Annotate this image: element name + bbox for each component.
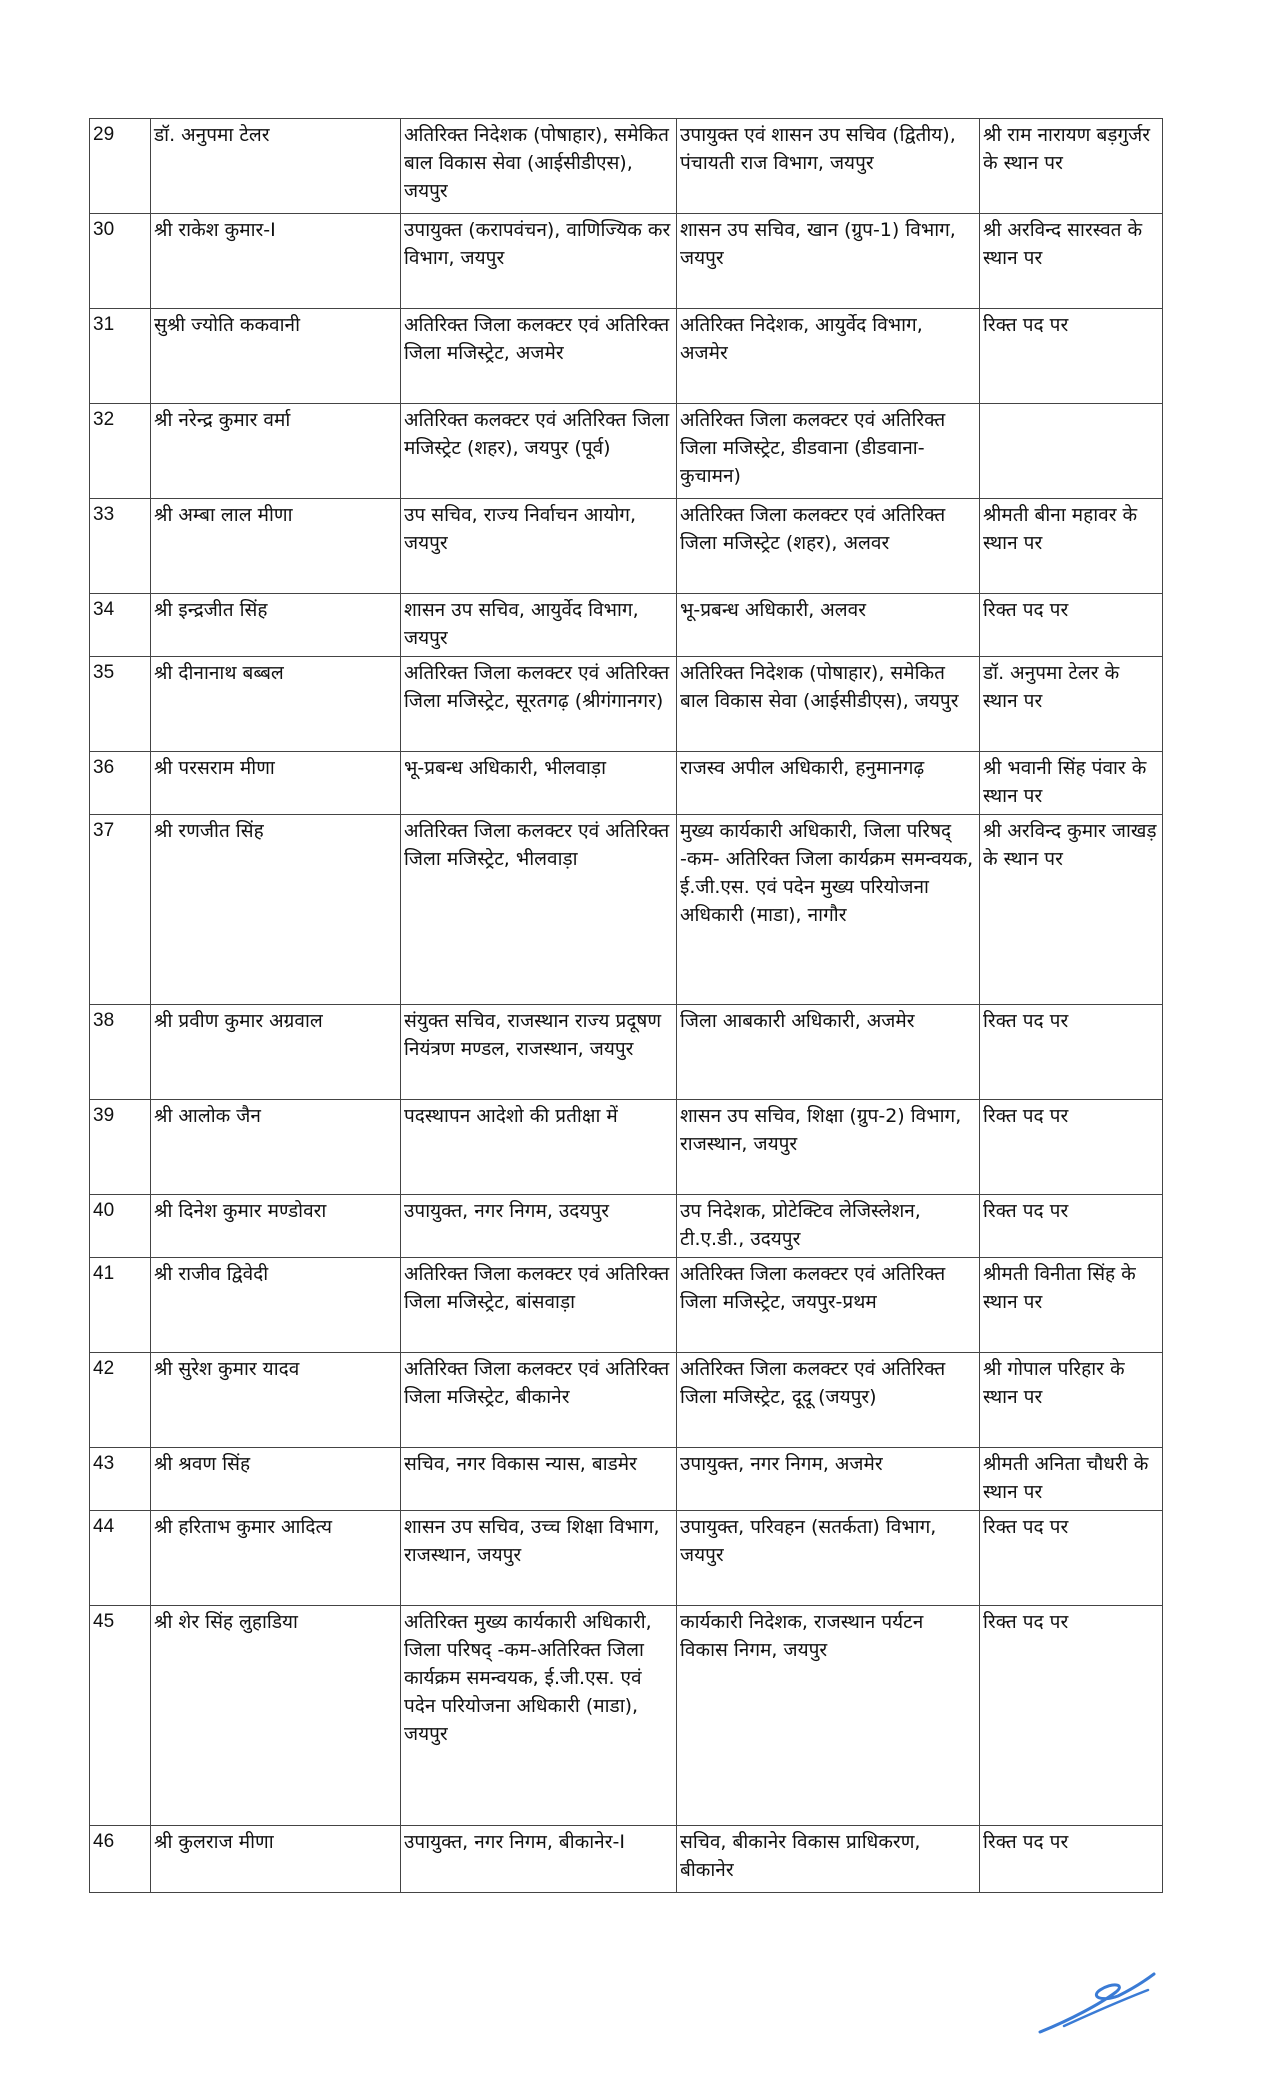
officer-name-cell: श्री दीनानाथ बब्बल [151,657,401,752]
new-posting-cell: उप निदेशक, प्रोटेक्टिव लेजिस्लेशन, टी.ए.डी., उदयपुर [677,1195,980,1258]
transfer-table-body [90,119,1163,1893]
officer-name-cell: श्री कुलराज मीणा [151,1826,401,1893]
serial-number-cell: 33 [90,499,151,594]
present-posting-cell: अतिरिक्त जिला कलक्टर एवं अतिरिक्त जिला मजिस्ट्रेट, बांसवाड़ा [401,1258,677,1353]
new-posting-cell: जिला आबकारी अधिकारी, अजमेर [677,1005,980,1100]
serial-number-cell: 41 [90,1258,151,1353]
serial-number-cell: 42 [90,1353,151,1448]
present-posting-cell: उपायुक्त, नगर निगम, उदयपुर [401,1195,677,1258]
serial-number-cell: 34 [90,594,151,657]
in-place-of-cell: श्री गोपाल परिहार के स्थान पर [980,1353,1163,1448]
new-posting-cell: कार्यकारी निदेशक, राजस्थान पर्यटन विकास निगम, जयपुर [677,1606,980,1826]
new-posting-cell: उपायुक्त, नगर निगम, अजमेर [677,1448,980,1511]
officer-name-cell: श्री नरेन्द्र कुमार वर्मा [151,404,401,499]
table-row [90,1353,1163,1448]
serial-number-cell: 39 [90,1100,151,1195]
table-row [90,309,1163,404]
table-row [90,1606,1163,1826]
new-posting-cell: शासन उप सचिव, शिक्षा (ग्रुप-2) विभाग, राजस्थान, जयपुर [677,1100,980,1195]
in-place-of-cell: डॉ. अनुपमा टेलर के स्थान पर [980,657,1163,752]
table-row [90,752,1163,815]
present-posting-cell: अतिरिक्त जिला कलक्टर एवं अतिरिक्त जिला मजिस्ट्रेट, सूरतगढ़ (श्रीगंगानगर) [401,657,677,752]
present-posting-cell: उप सचिव, राज्य निर्वाचन आयोग, जयपुर [401,499,677,594]
serial-number-cell: 44 [90,1511,151,1606]
in-place-of-cell [980,404,1163,499]
in-place-of-cell: रिक्त पद पर [980,1511,1163,1606]
table-row [90,815,1163,1005]
new-posting-cell: अतिरिक्त जिला कलक्टर एवं अतिरिक्त जिला मजिस्ट्रेट, डीडवाना (डीडवाना-कुचामन) [677,404,980,499]
serial-number-cell: 43 [90,1448,151,1511]
officer-name-cell: श्री राकेश कुमार-I [151,214,401,309]
in-place-of-cell: रिक्त पद पर [980,1195,1163,1258]
present-posting-cell: अतिरिक्त निदेशक (पोषाहार), समेकित बाल विकास सेवा (आईसीडीएस), जयपुर [401,119,677,214]
present-posting-cell: शासन उप सचिव, उच्च शिक्षा विभाग, राजस्थान, जयपुर [401,1511,677,1606]
in-place-of-cell: श्री भवानी सिंह पंवार के स्थान पर [980,752,1163,815]
new-posting-cell: अतिरिक्त जिला कलक्टर एवं अतिरिक्त जिला मजिस्ट्रेट (शहर), अलवर [677,499,980,594]
officer-name-cell: श्री राजीव द्विवेदी [151,1258,401,1353]
in-place-of-cell: श्री अरविन्द कुमार जाखड़ के स्थान पर [980,815,1163,1005]
new-posting-cell: राजस्व अपील अधिकारी, हनुमानगढ़ [677,752,980,815]
present-posting-cell: उपायुक्त (करापवंचन), वाणिज्यिक कर विभाग, जयपुर [401,214,677,309]
serial-number-cell: 32 [90,404,151,499]
in-place-of-cell: रिक्त पद पर [980,1100,1163,1195]
table-row [90,1195,1163,1258]
in-place-of-cell: श्री अरविन्द सारस्वत के स्थान पर [980,214,1163,309]
new-posting-cell: अतिरिक्त जिला कलक्टर एवं अतिरिक्त जिला मजिस्ट्रेट, दूदू (जयपुर) [677,1353,980,1448]
in-place-of-cell: रिक्त पद पर [980,1826,1163,1893]
in-place-of-cell: रिक्त पद पर [980,1606,1163,1826]
table-row [90,1100,1163,1195]
table-row [90,1511,1163,1606]
in-place-of-cell: रिक्त पद पर [980,309,1163,404]
transfer-table [89,118,1163,1893]
new-posting-cell: उपायुक्त एवं शासन उप सचिव (द्वितीय), पंचायती राज विभाग, जयपुर [677,119,980,214]
table-row [90,1448,1163,1511]
table-row [90,214,1163,309]
present-posting-cell: अतिरिक्त जिला कलक्टर एवं अतिरिक्त जिला मजिस्ट्रेट, अजमेर [401,309,677,404]
officer-name-cell: श्री प्रवीण कुमार अग्रवाल [151,1005,401,1100]
present-posting-cell: अतिरिक्त जिला कलक्टर एवं अतिरिक्त जिला मजिस्ट्रेट, बीकानेर [401,1353,677,1448]
in-place-of-cell: श्रीमती विनीता सिंह के स्थान पर [980,1258,1163,1353]
officer-name-cell: श्री परसराम मीणा [151,752,401,815]
new-posting-cell: अतिरिक्त जिला कलक्टर एवं अतिरिक्त जिला मजिस्ट्रेट, जयपुर-प्रथम [677,1258,980,1353]
table-row [90,404,1163,499]
serial-number-cell: 38 [90,1005,151,1100]
serial-number-cell: 45 [90,1606,151,1826]
officer-name-cell: श्री श्रवण सिंह [151,1448,401,1511]
in-place-of-cell: रिक्त पद पर [980,594,1163,657]
officer-name-cell: डॉ. अनुपमा टेलर [151,119,401,214]
table-row [90,1005,1163,1100]
new-posting-cell: अतिरिक्त निदेशक, आयुर्वेद विभाग, अजमेर [677,309,980,404]
officer-name-cell: श्री दिनेश कुमार मण्डोवरा [151,1195,401,1258]
table-row [90,1258,1163,1353]
officer-name-cell: श्री सुरेश कुमार यादव [151,1353,401,1448]
new-posting-cell: अतिरिक्त निदेशक (पोषाहार), समेकित बाल विकास सेवा (आईसीडीएस), जयपुर [677,657,980,752]
serial-number-cell: 29 [90,119,151,214]
serial-number-cell: 30 [90,214,151,309]
present-posting-cell: संयुक्त सचिव, राजस्थान राज्य प्रदूषण नियंत्रण मण्डल, राजस्थान, जयपुर [401,1005,677,1100]
table-row [90,499,1163,594]
new-posting-cell: भू-प्रबन्ध अधिकारी, अलवर [677,594,980,657]
officer-name-cell: श्री आलोक जैन [151,1100,401,1195]
present-posting-cell: उपायुक्त, नगर निगम, बीकानेर-I [401,1826,677,1893]
serial-number-cell: 35 [90,657,151,752]
officer-name-cell: सुश्री ज्योति ककवानी [151,309,401,404]
present-posting-cell: पदस्थापन आदेशो की प्रतीक्षा में [401,1100,677,1195]
new-posting-cell: शासन उप सचिव, खान (ग्रुप-1) विभाग, जयपुर [677,214,980,309]
signature-mark [1030,1960,1160,2040]
present-posting-cell: अतिरिक्त कलक्टर एवं अतिरिक्त जिला मजिस्ट्रेट (शहर), जयपुर (पूर्व) [401,404,677,499]
officer-name-cell: श्री इन्द्रजीत सिंह [151,594,401,657]
new-posting-cell: सचिव, बीकानेर विकास प्राधिकरण, बीकानेर [677,1826,980,1893]
serial-number-cell: 40 [90,1195,151,1258]
in-place-of-cell: श्री राम नारायण बड़गुर्जर के स्थान पर [980,119,1163,214]
new-posting-cell: उपायुक्त, परिवहन (सतर्कता) विभाग, जयपुर [677,1511,980,1606]
table-row [90,657,1163,752]
serial-number-cell: 37 [90,815,151,1005]
new-posting-cell: मुख्य कार्यकारी अधिकारी, जिला परिषद् -कम- अतिरिक्त जिला कार्यक्रम समन्वयक, ई.जी.एस. एवं पदेन मुख्य परियोजना अधिकारी (माडा), नागौर [677,815,980,1005]
table-row [90,594,1163,657]
officer-name-cell: श्री अम्बा लाल मीणा [151,499,401,594]
present-posting-cell: अतिरिक्त जिला कलक्टर एवं अतिरिक्त जिला मजिस्ट्रेट, भीलवाड़ा [401,815,677,1005]
officer-name-cell: श्री शेर सिंह लुहाडिया [151,1606,401,1826]
in-place-of-cell: श्रीमती बीना महावर के स्थान पर [980,499,1163,594]
serial-number-cell: 31 [90,309,151,404]
present-posting-cell: भू-प्रबन्ध अधिकारी, भीलवाड़ा [401,752,677,815]
table-row [90,1826,1163,1893]
officer-name-cell: श्री रणजीत सिंह [151,815,401,1005]
present-posting-cell: सचिव, नगर विकास न्यास, बाडमेर [401,1448,677,1511]
transfer-order-page [89,118,1162,1893]
present-posting-cell: अतिरिक्त मुख्य कार्यकारी अधिकारी, जिला परिषद् -कम-अतिरिक्त जिला कार्यक्रम समन्वयक, ई.जी.एस. एवं पदेन परियोजना अधिकारी (माडा), जयपुर [401,1606,677,1826]
present-posting-cell: शासन उप सचिव, आयुर्वेद विभाग, जयपुर [401,594,677,657]
officer-name-cell: श्री हरिताभ कुमार आदित्य [151,1511,401,1606]
in-place-of-cell: रिक्त पद पर [980,1005,1163,1100]
serial-number-cell: 46 [90,1826,151,1893]
in-place-of-cell: श्रीमती अनिता चौधरी के स्थान पर [980,1448,1163,1511]
table-row [90,119,1163,214]
serial-number-cell: 36 [90,752,151,815]
